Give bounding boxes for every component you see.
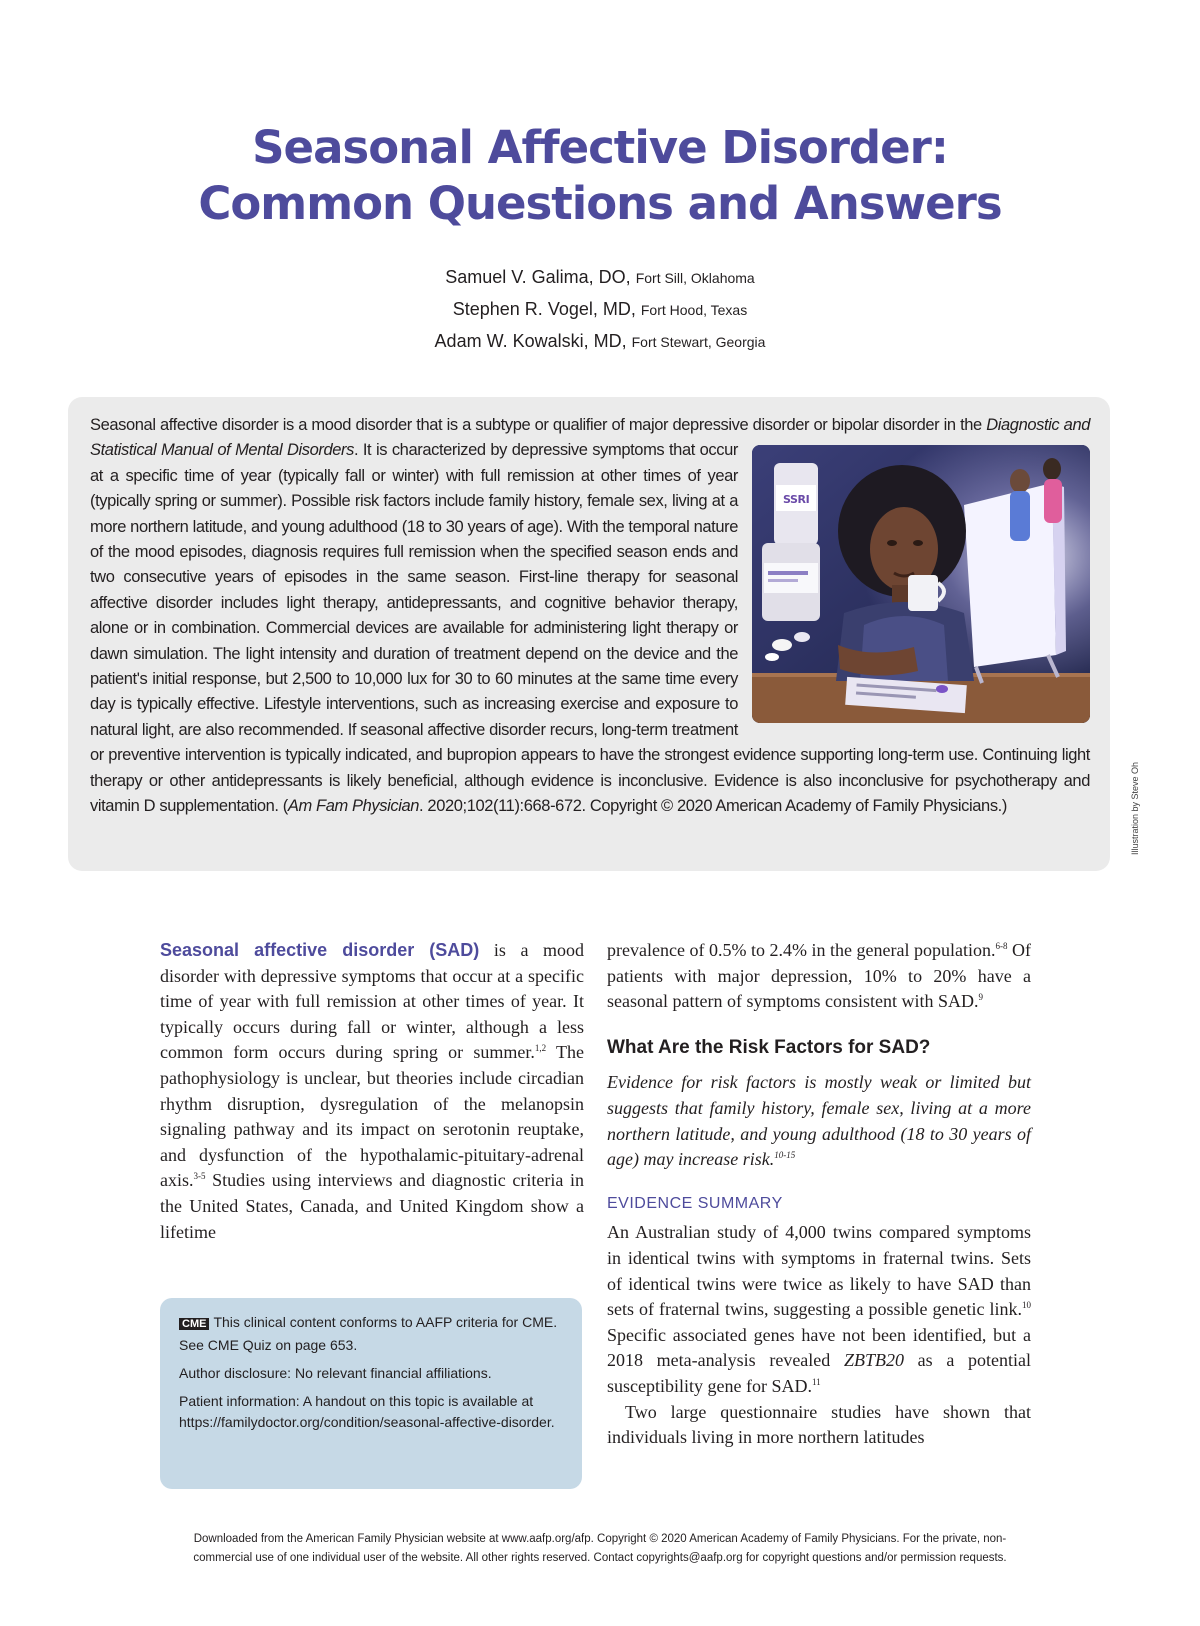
bottle-label: SSRI (783, 493, 810, 507)
author-1 (200, 262, 1000, 294)
body-column-right (607, 938, 1031, 1451)
evidence-paragraph (607, 1220, 1031, 1399)
lead-term: Seasonal affective disorder (SAD) (160, 940, 480, 960)
author-name: Stephen R. Vogel, MD, (452, 299, 636, 319)
footer-line-2: commercial use of one individual user of the website. All other rights reserved. Contact copyrights@aafp.org for copyright questions and/or permission requests. (193, 1552, 1007, 1564)
citation-ref: 10 (1022, 1300, 1031, 1311)
article-title (100, 120, 1100, 232)
citation-ref: 9 (978, 992, 983, 1003)
prevalence-text-b: Of patients with major depression, 10% to 20% have a seasonal pattern of symptoms consistent with SAD. (607, 940, 1031, 1012)
gene-name: ZBTB20 (843, 1350, 904, 1371)
abstract-citation: . 2020;102(11):668-672. Copyright © 2020 American Academy of Family Physicians.) (419, 797, 1007, 816)
evidence-text-c: as a potential susceptibility gene for SAD. (607, 1350, 1031, 1396)
patient-information (179, 1391, 564, 1433)
cme-text: This clinical content conforms to AAFP criteria for CME. See CME Quiz on page 653. (179, 1314, 558, 1353)
evidence-text-a: An Australian study of 4,000 twins compared symptoms in identical twins with symptoms in fraternal twins. Sets of identical twins were twice as likely to have SAD than sets of fraternal twins, suggesting a possible genetic link. (607, 1222, 1031, 1320)
author-name: Adam W. Kowalski, MD, (434, 331, 627, 351)
abstract-journal: Am Fam Physician (287, 797, 420, 816)
author-2 (200, 294, 1000, 326)
key-point (607, 1070, 1031, 1172)
author-location: Fort Hood, Texas (640, 302, 748, 318)
footer-line-1: Downloaded from the American Family Physician website at www.aafp.org/afp. Copyright © 2020 American Academy of Family Physicians. For the private, non- (193, 1533, 1007, 1545)
intro-paragraph (160, 938, 584, 1245)
intro-text-a: is a mood disorder with depressive symptoms that occur at a specific time of year with full remission at other times of year. It typically occurs during fall or winter, although a less common form occurs during spring or summer. (160, 940, 584, 1063)
citation-ref: 6-8 (995, 941, 1008, 951)
abstract-part-2: . It is characterized by depressive symptoms that occur at a specific time of year (typically fall or winter) with full remission at other times of year (typically spring or summer). Possible risk factors include family history, female sex, living at a more northern latitude, and young adulthood (18 to 30 years of age). With the temporal nature of the mood episodes, diagnosis requires full remission when the specified season ends and two consecutive years of episodes in the same season. First-line therapy for seasonal affective disorder includes light therapy, antidepressants, and cognitive behavior therapy, alone or in combination. Commercial devices are available for administering light therapy or dawn simulation. The light intensity and duration of treatment depend on the device and the patient's initial response, but 2,500 to 10,000 lux for 30 to 60 minutes at the same time every day is typically effective. Lifestyle interventions, such as increasing exercise and exposure to natural light, are also recommended. If seasonal affective disorder recurs, long-term treatment or preventive intervention is typically indicated, and bupropion appears to have the strongest evidence supporting long-term use. Continuing light therapy or other antidepressants is likely beneficial, although evidence is inconclusive. Evidence is also inconclusive for psychotherapy and vitamin D supplementation. ( (90, 441, 1090, 816)
cme-statement (179, 1312, 564, 1356)
author-3 (200, 326, 1000, 358)
disclosure-text: No relevant financial affiliations. (291, 1365, 492, 1381)
body-column-left (160, 938, 584, 1245)
latitude-paragraph: Two large questionnaire studies have shown that individuals living in more northern latitudes (607, 1401, 1031, 1448)
section-heading: What Are the Risk Factors for SAD? (607, 1036, 931, 1058)
title-line-1: Seasonal Affective Disorder: (252, 121, 948, 174)
citation-ref: 1,2 (534, 1043, 547, 1054)
abstract-dsm-title: Diagnostic and Statistical Manual of Mental Disorders (90, 416, 1090, 460)
patient-info-text[interactable]: A handout on this topic is available at https://familydoctor.org/condition/seasonal-affective-disorder. (179, 1393, 555, 1430)
intro-text-b: The pathophysiology is unclear, but theories include circadian rhythm disruption, dysregulation of the melanopsin signaling pathway and its impact on serotonin reuptake, and dysfunction of the hypothalamic-pituitary-adrenal axis. (160, 1042, 584, 1191)
abstract-box (68, 397, 1110, 871)
title-line-2: Common Questions and Answers (198, 177, 1002, 230)
illustration-credit: Illustration by Steve Oh (1130, 761, 1140, 855)
cme-tag: CME (179, 1318, 209, 1330)
author-list (200, 262, 1000, 358)
abstract-text (90, 413, 1090, 820)
citation-ref: 10-15 (774, 1150, 796, 1161)
evidence-text-b: Specific associated genes have not been identified, but a 2018 meta-analysis revealed (607, 1324, 1031, 1371)
citation-ref: 3-5 (193, 1171, 206, 1182)
page-footer (60, 1530, 1140, 1568)
prevalence-paragraph (607, 938, 1031, 1015)
citation-ref: 11 (811, 1376, 821, 1387)
cme-info-box (160, 1298, 582, 1489)
illustration (752, 445, 1090, 723)
patient-info-label: Patient information: (179, 1393, 300, 1409)
author-location: Fort Sill, Oklahoma (635, 270, 755, 286)
abstract-part-1: Seasonal affective disorder is a mood disorder that is a subtype or qualifier of major depressive disorder or bipolar disorder in the (90, 416, 987, 434)
author-disclosure (179, 1363, 564, 1384)
disclosure-label: Author disclosure: (179, 1365, 292, 1381)
key-point-text: Evidence for risk factors is mostly weak or limited but suggests that family history, female sex, living at a more northern latitude, and young adulthood (18 to 30 years of age) may increase risk. (607, 1072, 1031, 1170)
illustration-artwork (752, 445, 1090, 723)
prevalence-text-a: prevalence of 0.5% to 2.4% in the general population. (607, 940, 996, 960)
evidence-summary-heading: EVIDENCE SUMMARY (607, 1194, 783, 1212)
author-name: Samuel V. Galima, DO, (445, 267, 631, 287)
intro-text-c: Studies using interviews and diagnostic criteria in the United States, Canada, and United Kingdom show a lifetime (160, 1170, 584, 1242)
author-location: Fort Stewart, Georgia (631, 334, 766, 350)
